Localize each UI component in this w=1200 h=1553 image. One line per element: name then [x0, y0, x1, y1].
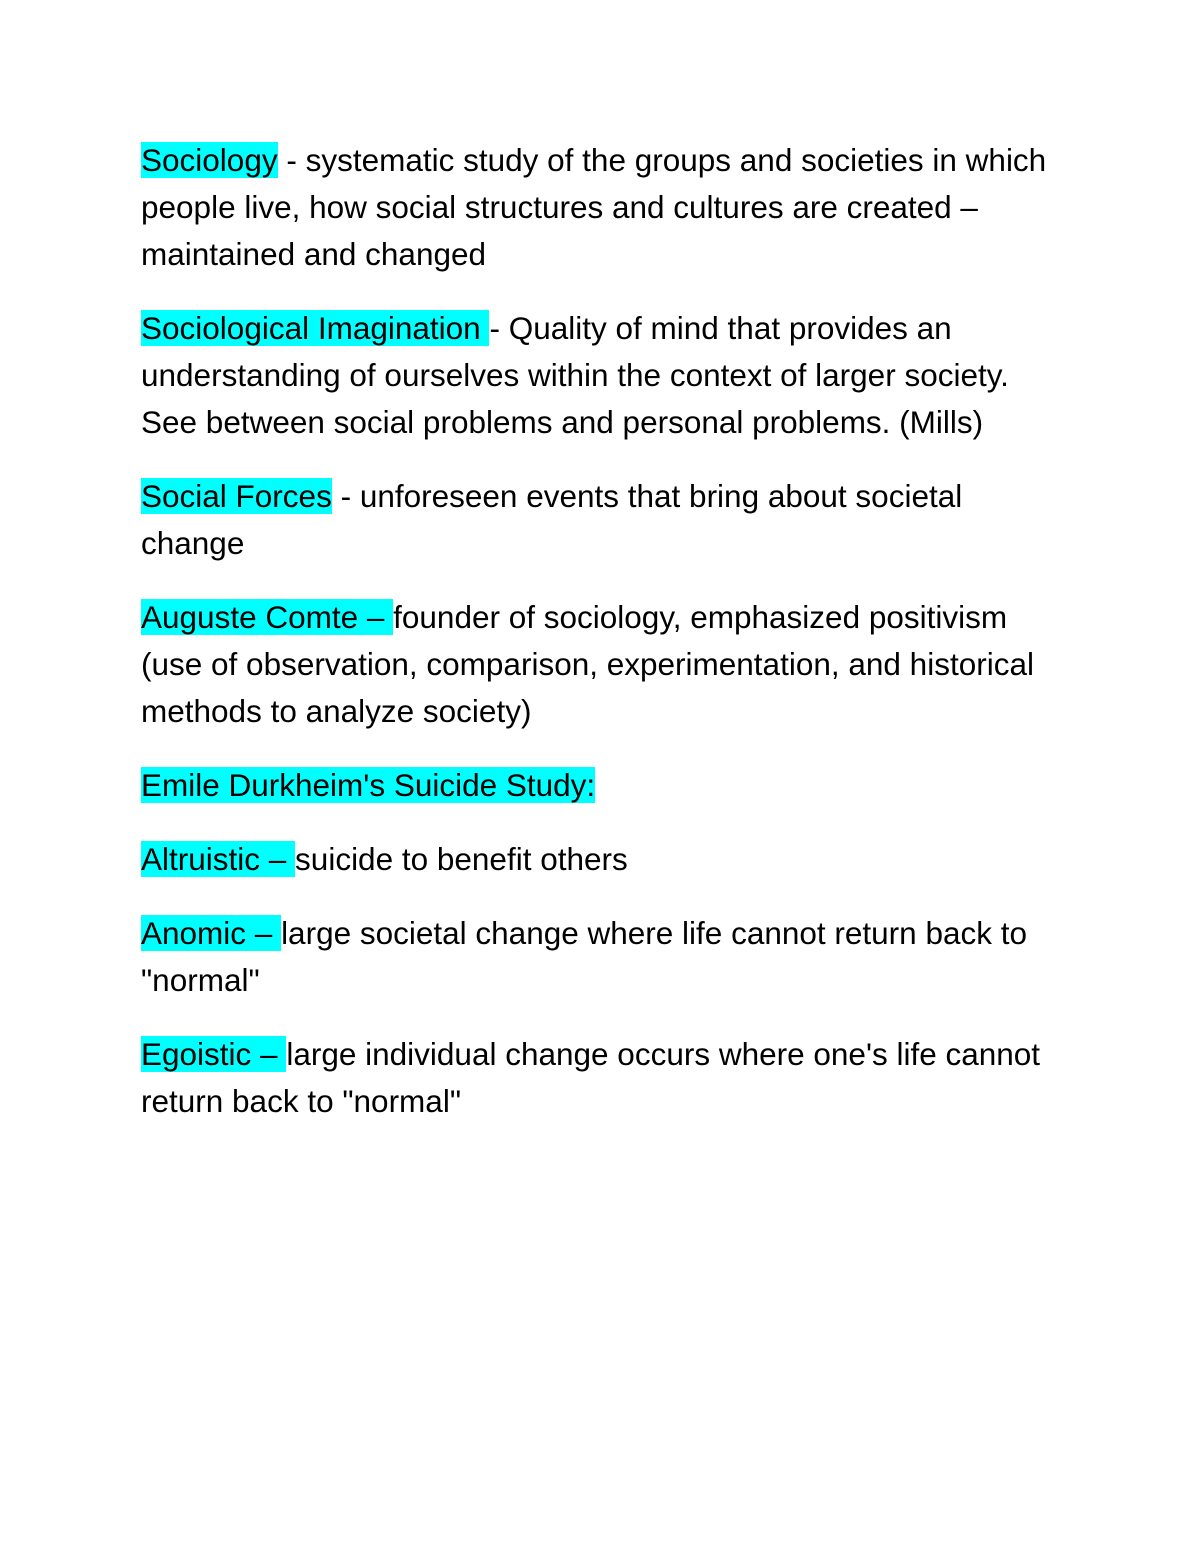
term-highlight: Social Forces — [141, 478, 332, 514]
definition-text: - Quality of mind that provides an understanding of ourselves within the context of larger society. See between social problems and personal problems. (Mills) — [141, 310, 1009, 440]
definition-text: suicide to benefit others — [295, 841, 628, 877]
entry-sociology — [141, 137, 1071, 278]
entry-anomic — [141, 910, 1071, 1004]
definition-text: large societal change where life cannot return back to "normal" — [141, 915, 1028, 998]
entry-auguste-comte — [141, 594, 1071, 735]
definition-text: - unforeseen events that bring about societal change — [141, 478, 963, 561]
definition-text: large individual change occurs where one's life cannot return back to "normal" — [141, 1036, 1041, 1119]
definition-text: founder of sociology, emphasized positivism (use of observation, comparison, experimentation, and historical methods to analyze society) — [141, 599, 1034, 729]
term-highlight: Emile Durkheim's Suicide Study: — [141, 767, 596, 803]
term-highlight: Anomic – — [141, 915, 282, 951]
entry-social-forces — [141, 473, 1071, 567]
definition-text: - systematic study of the groups and societies in which people live, how social structures and cultures are created – maintained and changed — [141, 142, 1047, 272]
term-highlight: Egoistic – — [141, 1036, 287, 1072]
entry-egoistic — [141, 1031, 1071, 1125]
term-highlight: Sociology — [141, 142, 278, 178]
term-highlight: Sociological Imagination — [141, 310, 490, 346]
entry-durkheim-heading — [141, 762, 1071, 809]
term-highlight: Auguste Comte – — [141, 599, 394, 635]
entry-sociological-imagination — [141, 305, 1071, 446]
term-highlight: Altruistic – — [141, 841, 296, 877]
document-page — [141, 137, 1071, 1152]
entry-altruistic — [141, 836, 1071, 883]
